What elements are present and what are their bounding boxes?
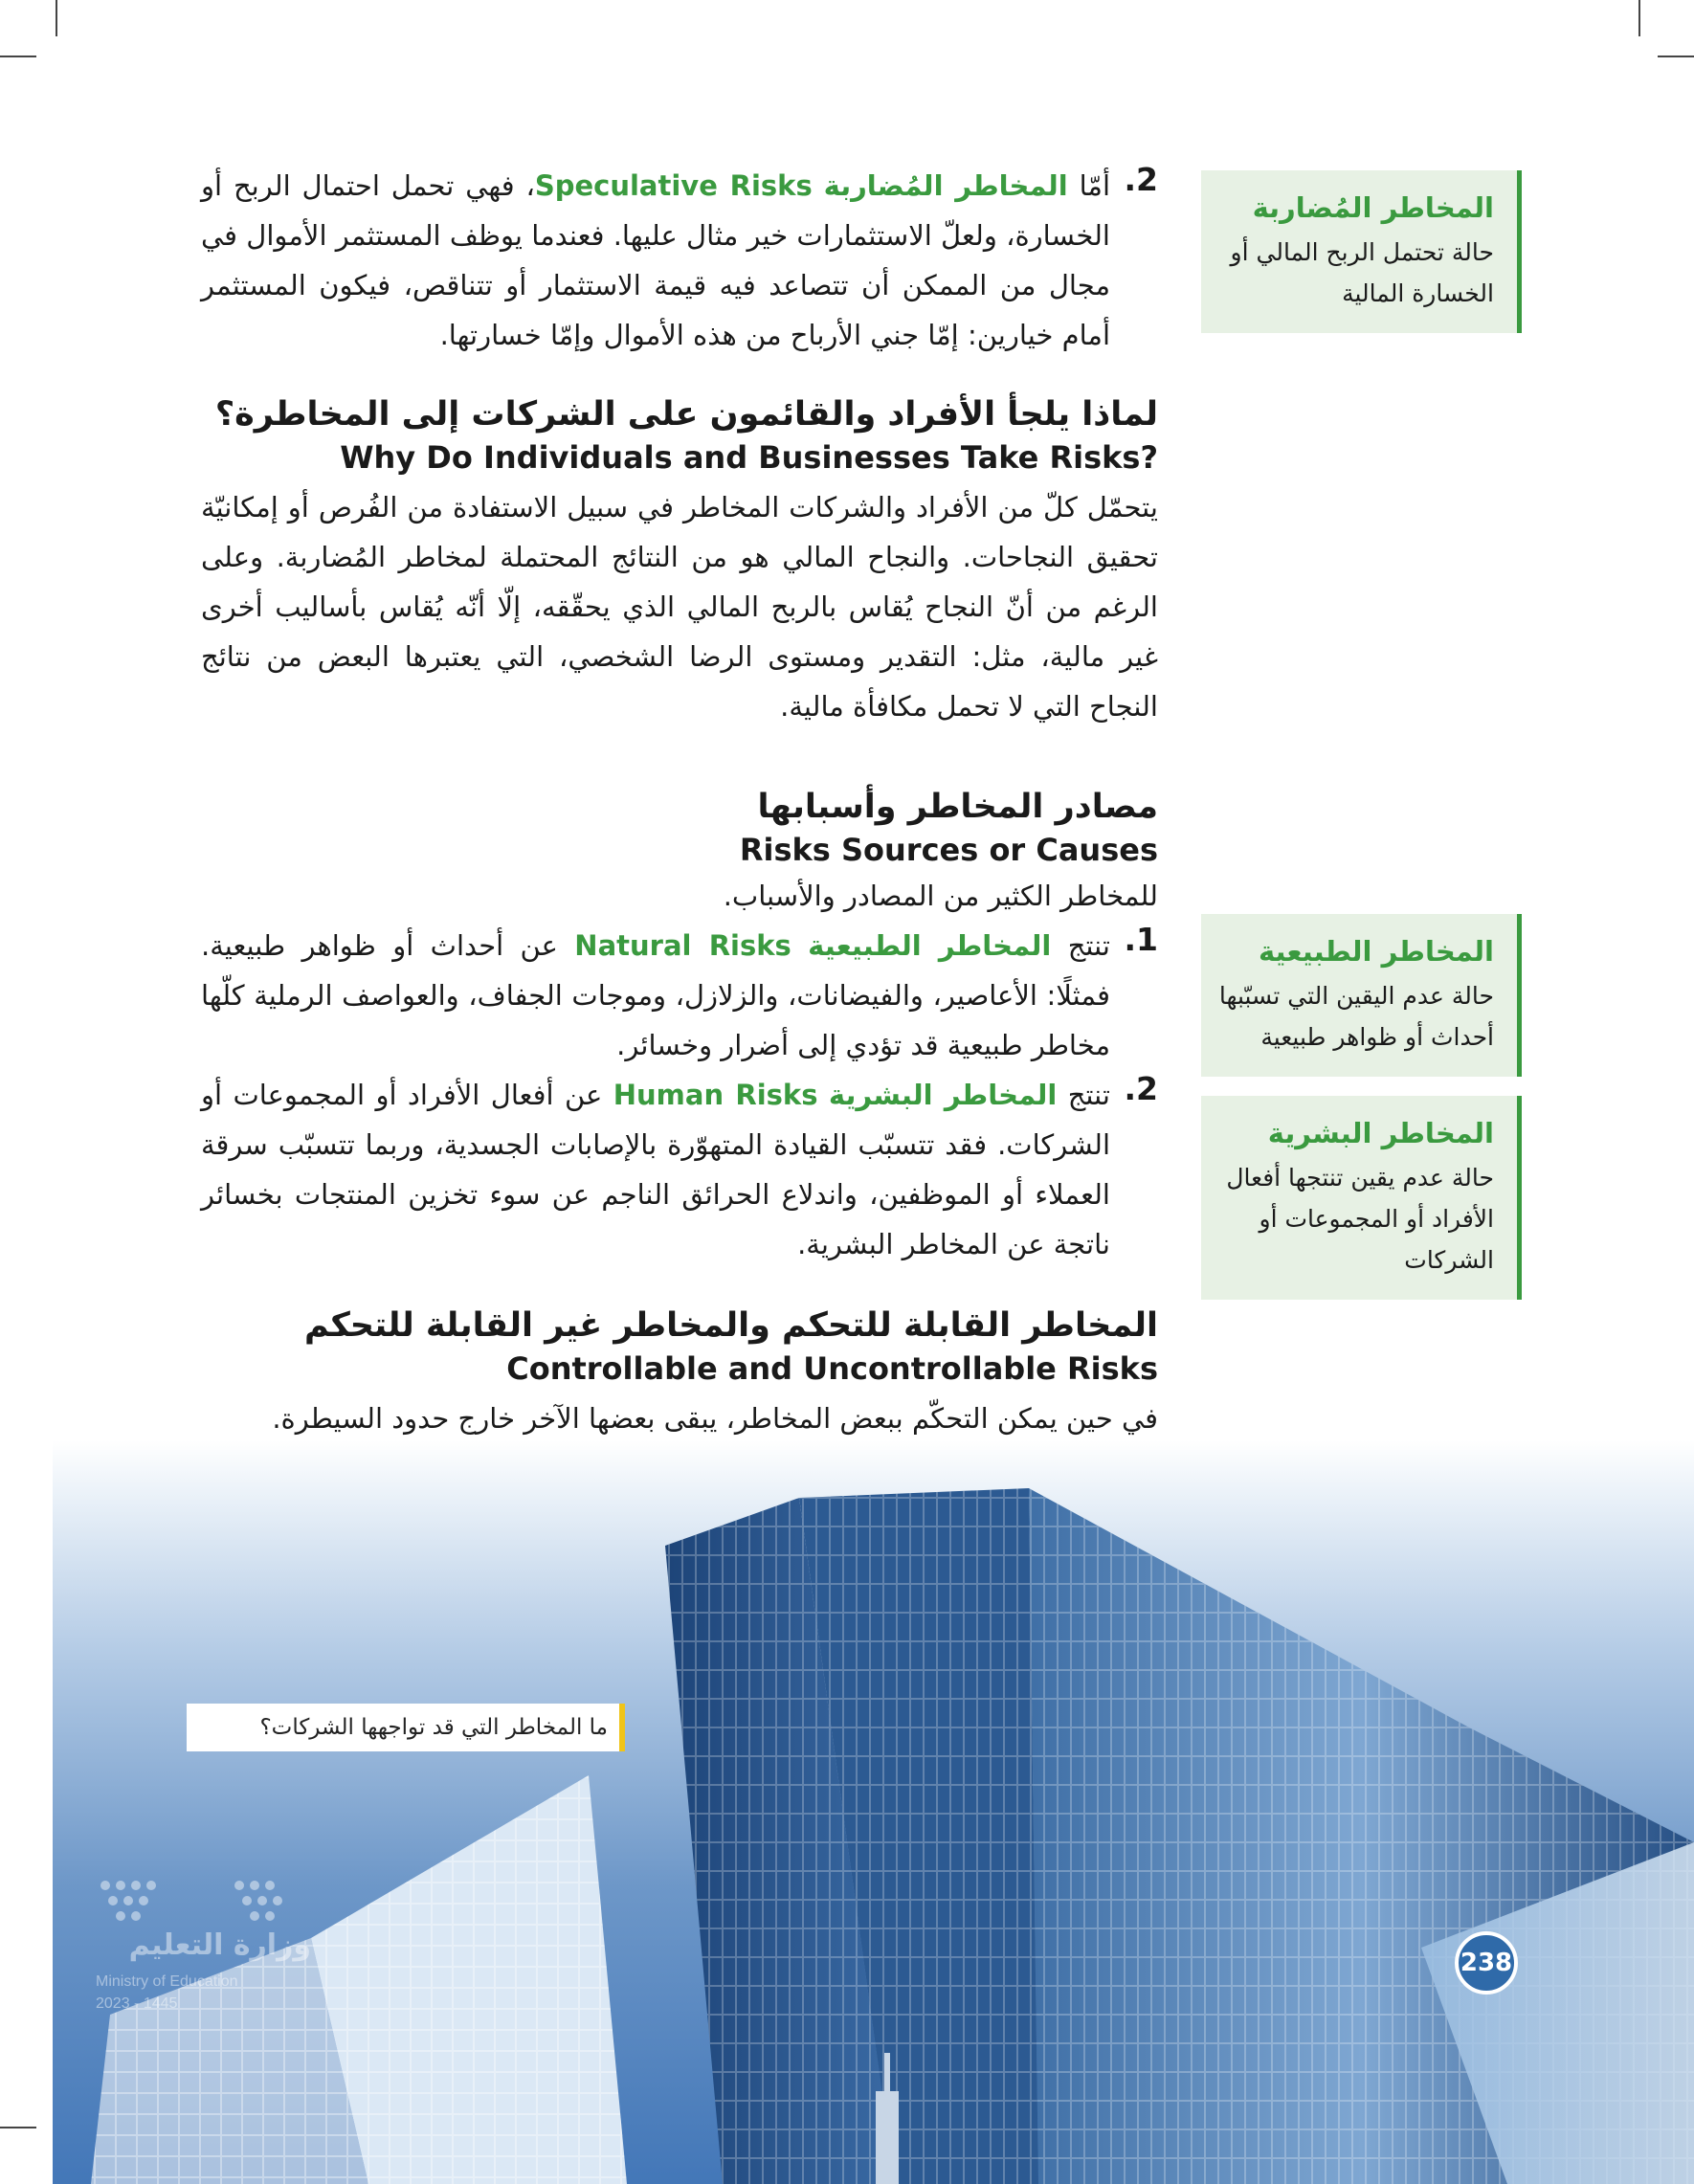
item-body: عن أفعال الأفراد أو المجموعات أو الشركات. فقد تتسبّب القيادة المتهوّرة بالإصابات الجسدية، وربما تتسبّب سرقة العملاء أو الموظفين، واندلاع الحرائق الناجم عن سوء تخزين المنتجات بخسائر ناتجة عن المخاطر البشرية.: [201, 1079, 1110, 1260]
sidebar-definition-speculative: [1201, 170, 1522, 333]
sidebar-term: المخاطر الطبيعية: [1258, 935, 1494, 968]
ministry-logo-dots-icon: [96, 1876, 297, 1924]
sidebar-definition-human: [1201, 1096, 1522, 1300]
ministry-watermark: [96, 1876, 325, 2029]
term-arabic: المخاطر البشرية: [828, 1079, 1058, 1111]
skyscraper-photo: [53, 1440, 1694, 2184]
sidebar-definition-line: الأفراد أو المجموعات أو: [1259, 1205, 1494, 1233]
speculative-risks-item: [201, 161, 1158, 360]
item-body: عن أحداث أو ظواهر طبيعية. فمثلًا: الأعاصير، والفيضانات، والزلازل، وموجات الجفاف، والعواصف الرملية كلّها مخاطر طبيعية قد تؤدي إلى أضرار وخسائر.: [201, 929, 1110, 1061]
list-number: 2.: [1124, 161, 1158, 198]
sidebar-term: المخاطر المُضاربة: [1252, 191, 1494, 224]
term-arabic: المخاطر الطبيعية: [808, 929, 1052, 962]
crop-mark: [1658, 56, 1694, 57]
term-english: Speculative Risks: [534, 169, 813, 202]
lead-text: تنتج: [1051, 929, 1110, 962]
sidebar-definition-line: حالة عدم اليقين التي تسبّبها: [1218, 982, 1494, 1010]
sidebar-definition-line: أحداث أو ظواهر طبيعية: [1260, 1023, 1494, 1051]
sidebar-definition-line: حالة عدم يقين تنتجها أفعال: [1226, 1164, 1494, 1192]
section-body: يتحمّل كلّ من الأفراد والشركات المخاطر في سبيل الاستفادة من الفُرص أو إمكانيّة تحقيق النجاحات. والنجاح المالي هو من النتائج المحتملة لمخاطر المُضاربة. وعلى الرغم من أنّ النجاح يُقاس بالربح المالي الذي يحقّقه، إلّا أنّه يُقاس بأساليب أخرى غير مالية، مثل: التقدير ومستوى الرضا الشخصي، التي يعتبرها البعض من نتائج النجاح التي لا تحمل مكافأة مالية.: [201, 491, 1158, 723]
list-item: [201, 921, 1158, 1070]
section-heading-english: Why Do Individuals and Businesses Take Risks?: [340, 439, 1158, 476]
term-arabic: المخاطر المُضاربة: [823, 169, 1068, 202]
item-body: ، فهي تحمل احتمال الربح أو الخسارة، ولعلّ الاستثمارات خير مثال عليها. فعندما يوظف المستثمر الأموال في مجال من الممكن أن تتصاعد فيه قيمة الاستثمار أو تتناقص، فيكون المستثمر أمام خيارين: إمّا جني الأرباح من هذه الأموال وإمّا خسارتها.: [201, 169, 1110, 351]
section-heading-english: Controllable and Uncontrollable Risks: [506, 1350, 1158, 1387]
lead-text: تنتج: [1057, 1079, 1110, 1111]
term-english: Natural Risks: [574, 929, 791, 962]
section-heading-arabic: مصادر المخاطر وأسبابها: [757, 788, 1158, 826]
lead-text: أمّا: [1067, 169, 1111, 202]
section-heading-arabic: المخاطر القابلة للتحكم والمخاطر غير القابلة للتحكم: [304, 1306, 1158, 1345]
list-item-text: [201, 161, 1110, 360]
crop-mark: [0, 2127, 36, 2128]
sidebar-definition-natural: [1201, 914, 1522, 1077]
ministry-name-english: Ministry of Education: [96, 1973, 238, 1990]
skyscraper-illustration: [53, 1440, 1694, 2184]
list-item-text: [201, 921, 1110, 1070]
section-body: في حين يمكن التحكّم ببعض المخاطر، يبقى بعضها الآخر خارج حدود السيطرة.: [272, 1402, 1158, 1435]
page-number: 238: [1455, 1931, 1518, 1995]
sidebar-definition-line: حالة تحتمل الربح المالي أو: [1230, 238, 1494, 266]
term-english: Human Risks: [613, 1079, 818, 1111]
section-risk-sources: [201, 785, 1158, 1269]
ministry-year: 2023 - 1445: [96, 1995, 178, 2012]
crop-mark: [0, 56, 36, 57]
crop-mark: [1638, 0, 1640, 36]
list-number: 2.: [1124, 1070, 1158, 1107]
photo-caption: ما المخاطر التي قد تواجهها الشركات؟: [187, 1704, 625, 1751]
crop-mark: [56, 0, 57, 36]
sidebar-definition-line: الشركات: [1404, 1246, 1494, 1274]
list-item-text: [201, 1070, 1110, 1269]
list-number: 1.: [1124, 921, 1158, 958]
list-item: [201, 1070, 1158, 1269]
section-heading-arabic: لماذا يلجأ الأفراد والقائمون على الشركات إلى المخاطرة؟: [214, 395, 1158, 434]
section-controllable-risks: [201, 1304, 1158, 1443]
sidebar-definition-line: الخسارة المالية: [1342, 279, 1494, 307]
sidebar-term: المخاطر البشرية: [1267, 1117, 1494, 1149]
section-heading-english: Risks Sources or Causes: [739, 832, 1158, 868]
section-intro: للمخاطر الكثير من المصادر والأسباب.: [723, 880, 1158, 912]
section-why-take-risks: [201, 392, 1158, 731]
ministry-name-arabic: وزارة التعليم: [128, 1928, 311, 1962]
